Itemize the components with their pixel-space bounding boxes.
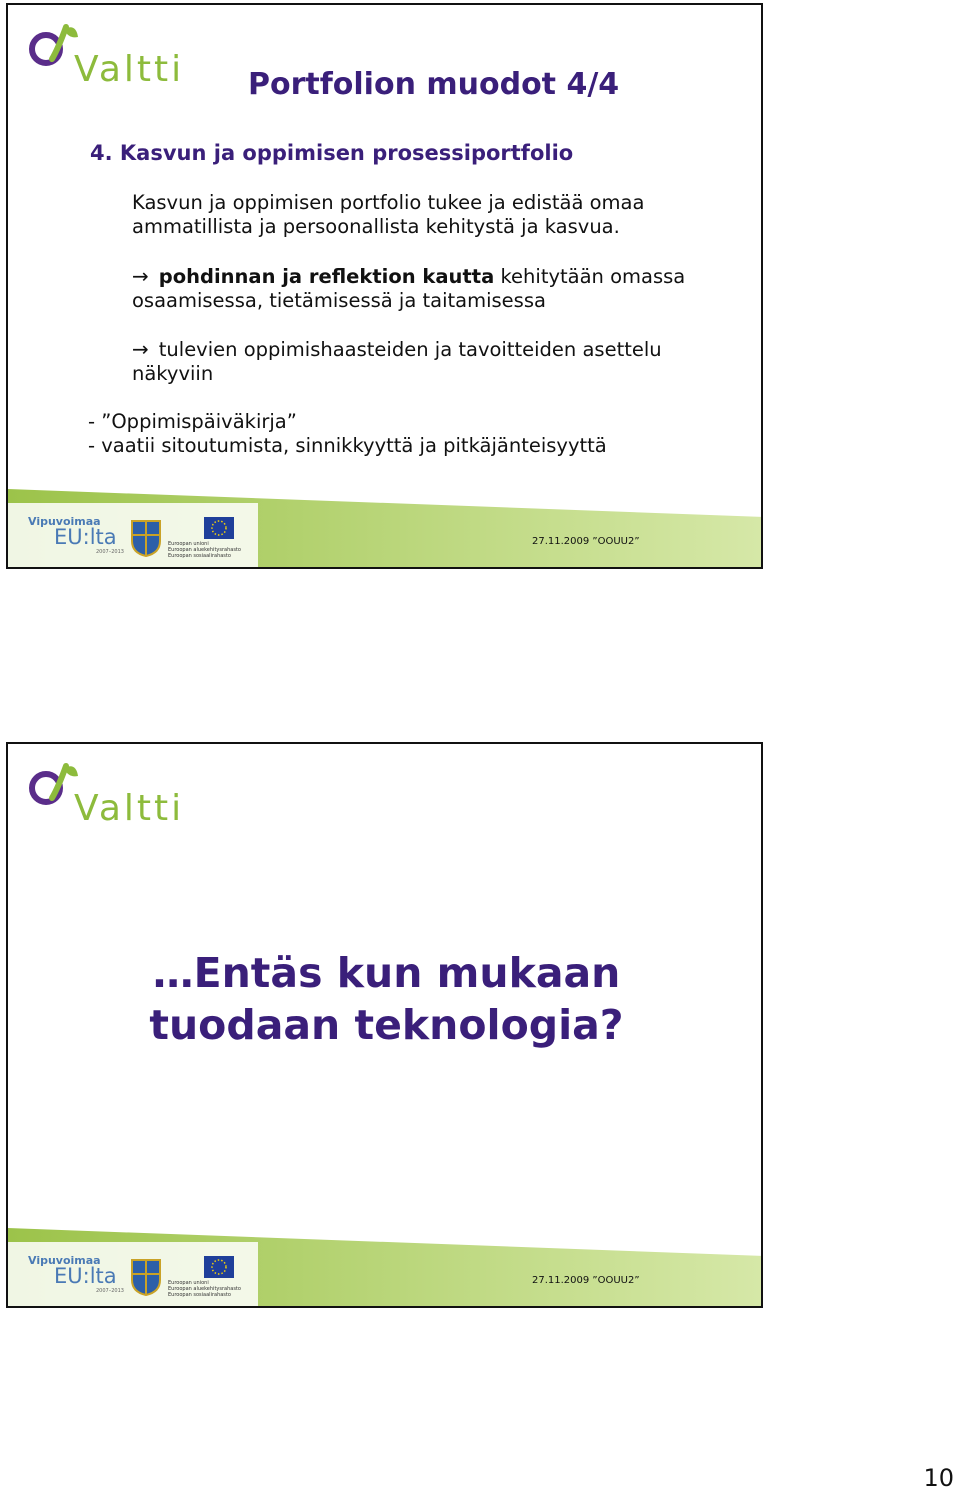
valtti-logo [24,758,185,836]
footer-eu-line3: Euroopan sosiaalirahasto [168,1292,231,1298]
footer-brand-line1: Vipuvoimaa [28,515,101,528]
arrow-right-icon: → [132,337,149,361]
page-number: 10 [923,1464,954,1492]
footer-band-icon [8,489,763,567]
bullet2-line-2: näkyviin [132,362,214,385]
footer-date: 27.11.2009 ”OOUU2” [532,1275,640,1286]
slide-title: Portfolion muodot 4/4 [248,67,620,102]
slide-subheading: 4. Kasvun ja oppimisen prosessiportfolio [90,141,574,165]
slide-footer [8,1228,761,1306]
coat-of-arms-icon [130,517,162,557]
logo-text: Valtti [74,49,185,90]
intro-line-1: Kasvun ja oppimisen portfolio tukee ja edistää omaa [132,191,645,214]
footer-eu-line2: Euroopan aluekehitysrahasto [168,1286,241,1292]
bullet-reflection [132,264,685,313]
bullet1-bold-text: pohdinnan ja reflektion kautta [158,265,495,288]
eu-flag-icon [204,517,234,539]
bullet2-line-1: tulevien oppimishaasteiden ja tavoitteiden asettelu [158,338,662,361]
coat-of-arms-icon [130,1256,162,1296]
footer-brand-line2: EU:lta [54,1264,117,1288]
question-line-2: tuodaan teknologia? [149,1001,624,1049]
intro-line-2: ammatillista ja persoonallista kehitystä ja kasvua. [132,215,620,238]
footer-eu-text [168,541,241,559]
footer-brand-years: 2007–2013 [96,549,124,555]
bullet1-line-2: osaamisessa, tietämisessä ja taitamisessa [132,289,546,312]
footer-brand-years: 2007–2013 [96,1288,124,1294]
logo-text: Valtti [74,788,185,829]
slide-footer [8,489,761,567]
footer-eu-text [168,1280,241,1298]
footer-band-icon [8,1228,763,1306]
footer-brand-line2: EU:lta [54,525,117,549]
valtti-logo [24,19,185,97]
dash-list [88,410,607,458]
question-line-1: …Entäs kun mukaan [152,949,621,997]
dash-item-diary: - ”Oppimispäiväkirja” [88,410,297,433]
footer-brand-line1: Vipuvoimaa [28,1254,101,1267]
footer-eu-line2: Euroopan aluekehitysrahasto [168,547,241,553]
bullet-goals [132,337,662,386]
slide-1 [6,3,763,569]
technology-question [8,947,763,1051]
footer-eu-line1: Euroopan unioni [168,541,209,547]
bullet1-text: kehitytään omassa [494,265,686,288]
footer-eu-line3: Euroopan sosiaalirahasto [168,553,231,559]
footer-date: 27.11.2009 ”OOUU2” [532,536,640,547]
slide-2 [6,742,763,1308]
dash-item-commitment: - vaatii sitoutumista, sinnikkyyttä ja pitkäjänteisyyttä [88,434,607,457]
arrow-right-icon: → [132,264,149,288]
intro-paragraph [132,191,644,239]
eu-flag-icon [204,1256,234,1278]
footer-eu-line1: Euroopan unioni [168,1280,209,1286]
